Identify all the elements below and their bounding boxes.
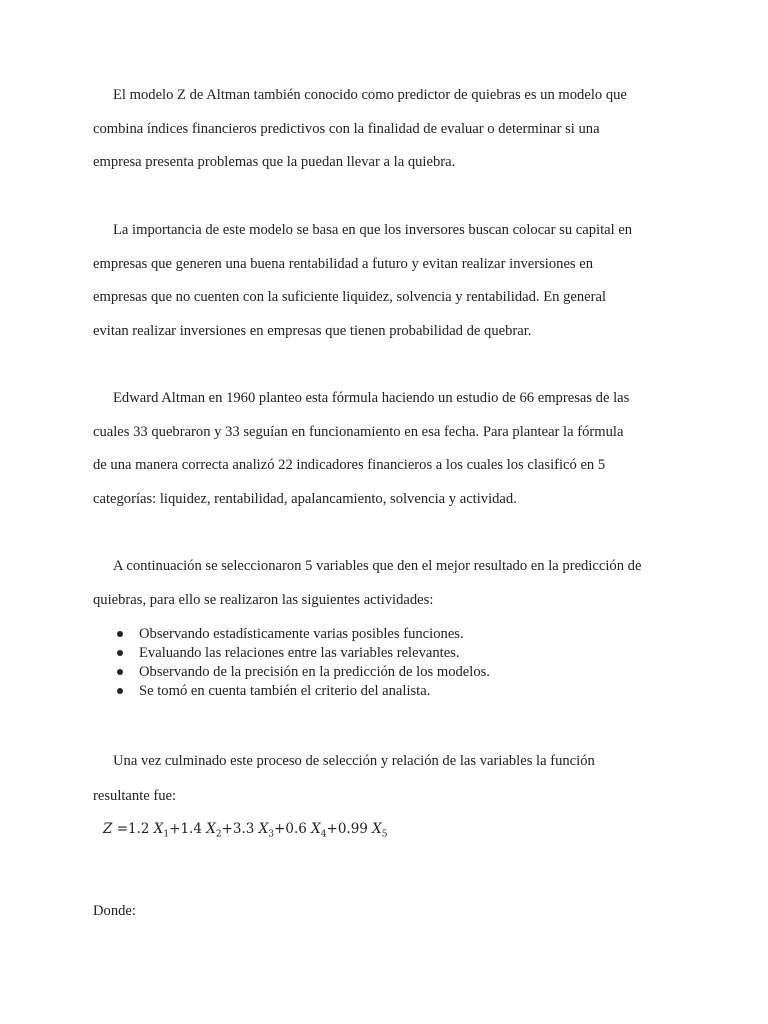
paragraph-line: empresas que no cuenten con la suficiente liquidez, solvencia y rentabilidad. En general [93,289,607,305]
paragraph-line: Edward Altman en 1960 planteo esta fórmula haciendo un estudio de 66 empresas de las [113,390,630,406]
list-item-text: Se tomó en cuenta también el criterio del analista. [139,683,431,699]
paragraph-line: quiebras, para ello se realizaron las siguientes actividades: [93,592,434,608]
formula-lhs: Z [103,821,113,837]
formula-op: + [274,821,286,837]
bullet-icon [117,669,123,675]
list-item-text: Observando de la precisión en la predicción de los modelos. [139,664,490,680]
paragraph-line: categorías: liquidez, rentabilidad, apalancamiento, solvencia y actividad. [93,491,517,507]
formula-coef: 0.6 [285,821,307,837]
formula-term [285,821,338,840]
formula-var: X [258,821,269,837]
paragraph-line: evitan realizar inversiones en empresas que tienen probabilidad de quebrar. [93,323,532,339]
formula-coef: 0.99 [337,821,368,837]
list-item-text: Evaluando las relaciones entre las variables relevantes. [139,645,460,661]
formula-equals: = [116,821,128,837]
formula-term [128,821,181,840]
formula-op: + [221,821,233,837]
paragraph-line: Una vez culminado este proceso de selección y relación de las variables la función [113,753,595,769]
donde-label: Donde: [93,903,136,919]
bullet-icon [117,650,123,656]
list-item [113,663,490,682]
paragraph-line: combina índices financieros predictivos con la finalidad de evaluar o determinar si una [93,121,600,137]
activities-list [113,625,490,701]
paragraph-line: El modelo Z de Altman también conocido como predictor de quiebras es un modelo que [113,87,627,103]
formula-term [232,821,286,840]
list-item [113,644,490,663]
paragraph-line: A continuación se seleccionaron 5 variables que den el mejor resultado en la predicción de [113,558,642,574]
formula-var: X [372,821,382,837]
formula-coef: 3.3 [232,821,255,837]
formula-sub: 4 [320,829,327,840]
paragraph-line: resultante fue: [93,788,177,804]
list-item [113,682,490,701]
paragraph-line: empresa presenta problemas que la puedan llevar a la quiebra. [93,154,456,170]
formula-var: X [311,821,321,837]
paragraph-line: de una manera correcta analizó 22 indicadores financieros a los cuales los clasificó en 5 [93,457,606,473]
paragraph-line: empresas que generen una buena rentabilidad a futuro y evitan realizar inversiones en [93,256,594,272]
paragraph-line: La importancia de este modelo se basa en que los inversores buscan colocar su capital en [113,222,633,238]
formula-sub: 2 [215,829,222,840]
formula-var: X [153,821,164,837]
formula-sub: 1 [163,829,170,840]
formula-coef: 1.2 [128,821,150,837]
bullet-icon [117,631,123,637]
formula-var: X [206,821,216,837]
formula-op: + [326,821,338,837]
formula-term [180,821,233,840]
list-item [113,625,490,644]
formula-coef: 1.4 [180,821,202,837]
formula-sub: 5 [381,829,388,840]
formula-term [337,821,388,840]
z-score-formula [103,819,388,845]
formula-sub: 3 [268,829,275,840]
list-item-text: Observando estadísticamente varias posibles funciones. [139,626,464,642]
paragraph-line: cuales 33 quebraron y 33 seguían en funcionamiento en esa fecha. Para plantear la fórmula [93,424,624,440]
formula-op: + [169,821,181,837]
bullet-icon [117,688,123,694]
